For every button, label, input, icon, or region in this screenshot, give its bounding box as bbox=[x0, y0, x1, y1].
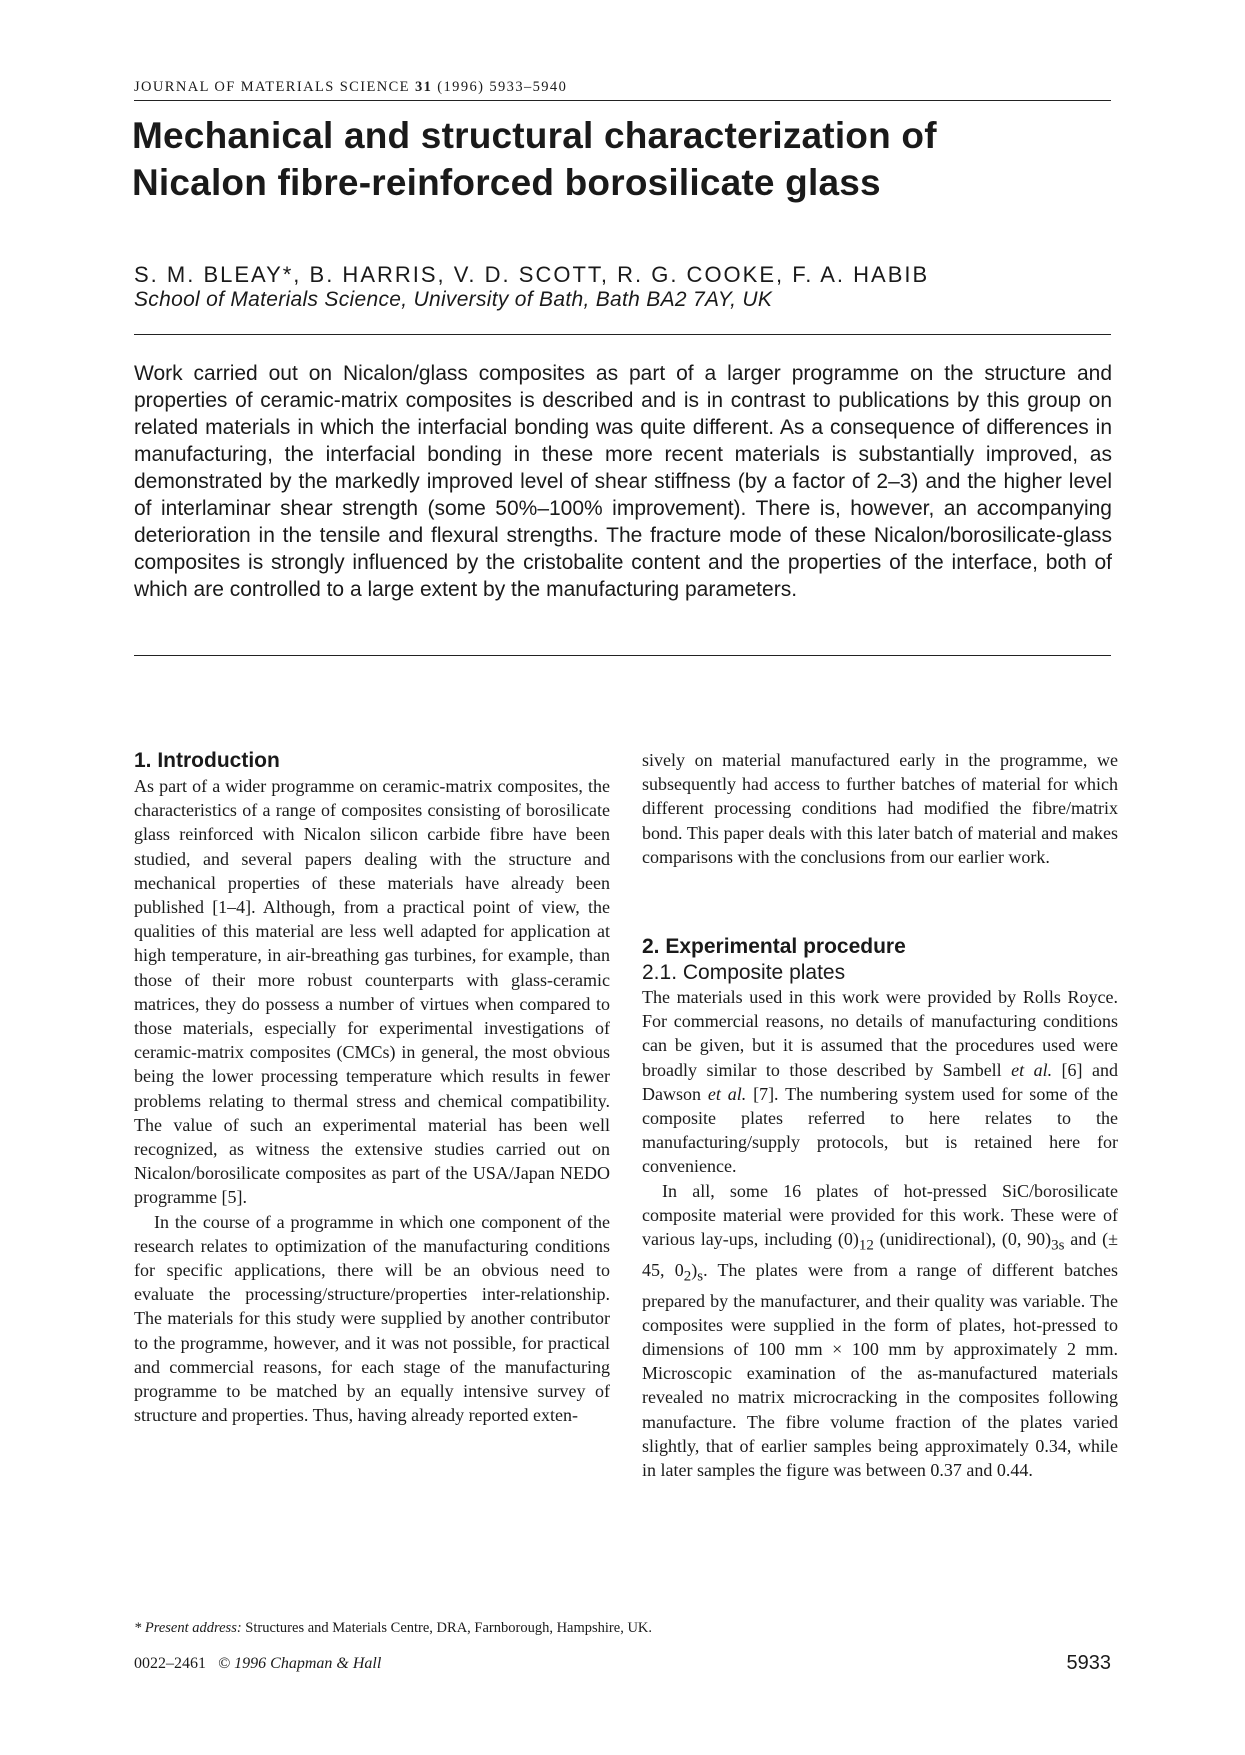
experimental-paragraph-2: In all, some 16 plates of hot-pressed SiC/borosilicate composite material were provided for this work. These were of various lay-ups, including $(0)_{12}$ (unidirectional), (0, $90)_{3s}$ and (± 45, $0_2)_s$. The plates were from a range of different batches prepared by the manufacturer, and their quality was variable. The composites were supplied in the form of plates, hot-pressed to dimensions of 100 mm × 100 mm by approximately 2 mm. Microscopic examination of the as-manufactured materials revealed no matrix microcracking in the composites following manufacture. The fibre volume fraction of the plates varied slightly, that of earlier samples being approximately 0.34, while in later samples the figure was between 0.37 and 0.44. bbox=[642, 1180, 1118, 1481]
journal-name: JOURNAL OF MATERIALS SCIENCE bbox=[134, 79, 410, 95]
et-al-2: et al. bbox=[707, 1083, 747, 1104]
page-title bbox=[132, 112, 1112, 206]
et-al-1: et al. bbox=[1011, 1059, 1053, 1080]
experimental-heading: 2. Experimental procedure bbox=[642, 935, 906, 958]
footnote bbox=[134, 1620, 652, 1637]
title-line-1: Mechanical and structural characterization of bbox=[132, 115, 937, 156]
abstract-bottom-rule bbox=[134, 655, 1111, 656]
intro-continuation bbox=[642, 748, 1118, 898]
right-column bbox=[642, 748, 1118, 1482]
composite-plates-subheading: 2.1. Composite plates bbox=[642, 961, 846, 984]
page-number: 5933 bbox=[1066, 1652, 1111, 1674]
introduction-heading: 1. Introduction bbox=[134, 749, 280, 772]
issn-line bbox=[134, 1655, 381, 1673]
intro-paragraph-1: As part of a wider programme on ceramic-matrix composites, the characteristics of a range of composites consisting of borosilicate glass reinforced with Nicalon silicon carbide fibre have been studied, and several papers dealing with the structure and mechanical properties of these materials have already been published [1–4]. Although, from a practical point of view, the qualities of this material are less well adapted for application at high temperature, in air-breathing gas turbines, for example, than those of their more robust counterparts with glass-ceramic matrices, they do possess a number of virtues when compared to those materials, especially for experimental investigations of ceramic-matrix composites (CMCs) in general, the most obvious being the lower processing temperature which results in fewer problems relating to thermal stress and chemical compatibility. The value of such an experimental material has been well recognized, as witness the extensive studies carried out on Nicalon/borosilicate composites as part of the USA/Japan NEDO programme [5]. bbox=[134, 776, 610, 1208]
journal-volume: 31 bbox=[414, 79, 433, 95]
abstract: Work carried out on Nicalon/glass composites as part of a larger programme on the structure and properties of ceramic-matrix composites is described and is in contrast to publications by this group on related materials in which the interfacial bonding was quite different. As a consequence of differences in manufacturing, the interfacial bonding in these more recent materials is substantially improved, as demonstrated by the markedly improved level of shear stiffness (by a factor of 2–3) and the higher level of interlaminar shear strength (some 50%–100% improvement). There is, however, an accompanying deterioration in the tensile and flexural strengths. The fracture mode of these Nicalon/borosilicate-glass composites is strongly influenced by the cristobalite content and the properties of the interface, both of which are controlled to a large extent by the manufacturing parameters. bbox=[134, 362, 1112, 601]
header-rule bbox=[134, 100, 1111, 101]
abstract-top-rule bbox=[134, 334, 1111, 335]
experimental-paragraph-1: The materials used in this work were provided by Rolls Royce. For commercial reasons, no details of manufacturing conditions can be given, but it is assumed that the procedures used were broadly similar to those described by Sambell et al. [6] and Dawson et al. [7]. The numbering system used for some of the composite plates referred to here relates to the manufacturing/supply protocols, but is retained here for convenience. bbox=[642, 987, 1118, 1177]
title-line-2: Nicalon fibre-reinforced borosilicate glass bbox=[132, 162, 881, 203]
journal-year-pages: (1996) 5933–5940 bbox=[437, 79, 568, 95]
affiliation: School of Materials Science, University of Bath, Bath BA2 7AY, UK bbox=[134, 288, 773, 311]
intro-paragraph-2: In the course of a programme in which one component of the research relates to optimization of the manufacturing conditions for specific applications, there will be an obvious need to evaluate the processing/structure/properties inter-relationship. The materials for this study were supplied by another contributor to the programme, however, and it was not possible, for practical and commercial reasons, for each stage of the manufacturing programme to be matched by an equally intensive survey of structure and properties. Thus, having already reported exten- bbox=[134, 1211, 610, 1426]
footnote-text: Structures and Materials Centre, DRA, Farnborough, Hampshire, UK. bbox=[241, 1620, 653, 1636]
intro-paragraph-2-continued: sively on material manufactured early in the programme, we subsequently had access to further batches of material for which different processing conditions had modified the fibre/matrix bond. This paper deals with this later batch of material and makes comparisons with the conclusions from our earlier work. bbox=[642, 750, 1118, 867]
journal-header bbox=[134, 79, 567, 96]
left-column bbox=[134, 748, 610, 1427]
issn: 0022–2461 bbox=[134, 1655, 206, 1672]
copyright: © 1996 Chapman & Hall bbox=[218, 1655, 382, 1672]
footnote-label: * Present address: bbox=[134, 1620, 242, 1636]
authors: S. M. BLEAY*, B. HARRIS, V. D. SCOTT, R. G. COOKE, F. A. HABIB bbox=[134, 262, 930, 287]
